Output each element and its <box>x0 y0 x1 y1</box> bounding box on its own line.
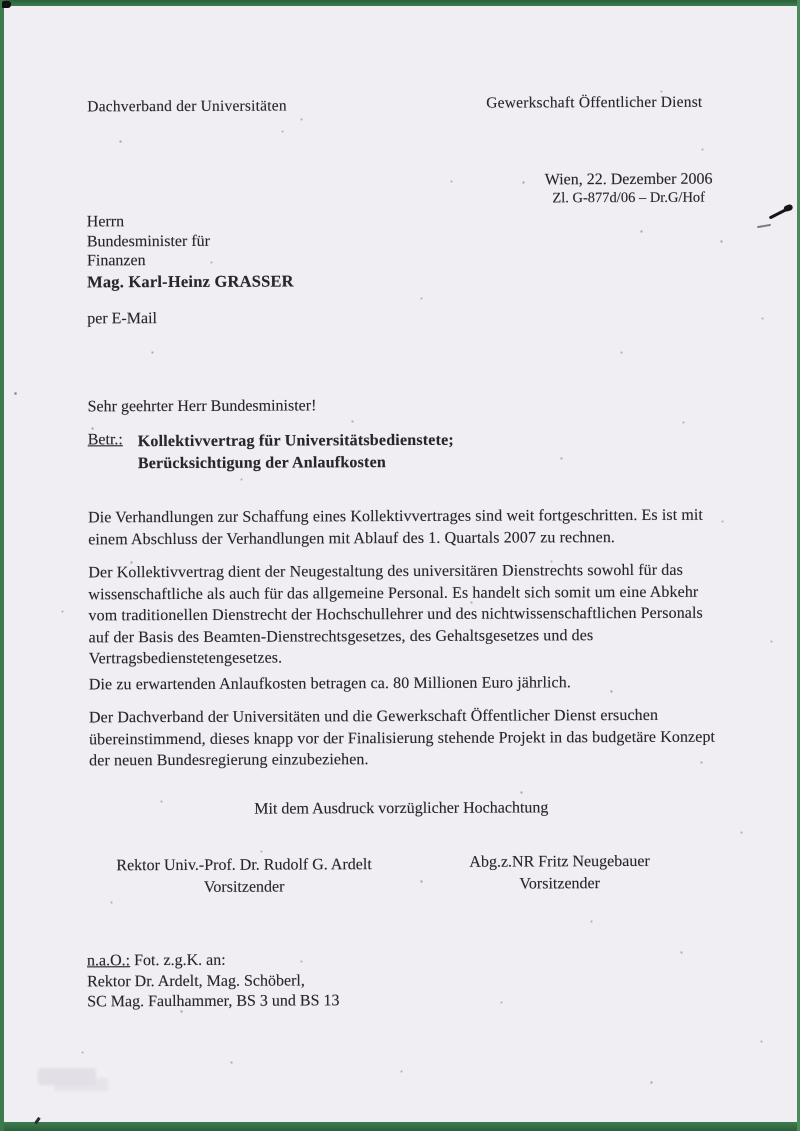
faded-stamp-mark <box>38 1068 96 1085</box>
signature-right-title: Vorsitzender <box>519 875 600 893</box>
distribution-label: n.a.O.: <box>86 952 131 970</box>
signature-left-title: Vorsitzender <box>203 878 285 896</box>
distribution-heading-line <box>87 950 339 972</box>
recipient-block <box>87 211 294 328</box>
subject-line2: Berücksichtigung der Anlaufkosten <box>137 454 386 473</box>
paragraph-4: Der Dachverband der Universitäten und die Gewerkschaft Öffentlicher Dienst ersuchen übereinstimmend, dieses knapp vor der Finalisierung stehende Projekt in das budgetäre Konzept der neuen Bundesregierung einzubeziehen. <box>88 706 716 770</box>
date-block <box>499 169 759 208</box>
subject-label: Betr.: <box>87 431 123 449</box>
scan-edge-left <box>0 0 4 1131</box>
distribution-line3: SC Mag. Faulhammer, BS 3 und BS 13 <box>87 992 340 1011</box>
paragraph-1: Die Verhandlungen zur Schaffung eines Kollektivvertrages sind weit fortgeschritten. Es ist mit einem Abschluss der Verhandlungen mit Ablauf des 1. Quartals 2007 zu rechnen. <box>88 506 703 548</box>
scan-edge-top <box>0 0 800 6</box>
letterhead-right: Gewerkschaft Öffentlicher Dienst <box>486 93 703 112</box>
distribution-line2: Rektor Dr. Ardelt, Mag. Schöberl, <box>87 971 305 990</box>
date-line: Wien, 22. Dezember 2006 <box>544 170 713 189</box>
paragraph-3: Die zu erwartenden Anlaufkosten betragen ca. 80 Millionen Euro jährlich. <box>88 674 571 694</box>
reference-line: Zl. G-877d/06 – Dr.G/Hof <box>552 189 706 207</box>
recipient-line1: Herrn <box>86 213 125 231</box>
scan-corner-blot <box>2 1 11 8</box>
signature-left-name: Rektor Univ.-Prof. Dr. Rudolf G. Ardelt <box>116 856 372 875</box>
subject-text <box>138 430 454 475</box>
signature-left <box>102 854 387 899</box>
subject-line1: Kollektivvertrag für Universitätsbedienstete; <box>137 431 454 451</box>
closing-formula: Mit dem Ausdruck vorzüglicher Hochachtung <box>254 799 549 818</box>
salutation: Sehr geehrter Herr Bundesminister! <box>87 397 317 416</box>
distribution-heading: Fot. z.g.K. an: <box>134 951 226 970</box>
delivery-method: per E-Mail <box>87 310 157 328</box>
distribution-block <box>87 950 340 1013</box>
recipient-line2: Bundesminister für <box>86 232 210 250</box>
recipient-name: Mag. Karl-Heinz GRASSER <box>87 270 294 291</box>
letterhead-left: Dachverband der Universitäten <box>87 97 287 116</box>
recipient-line3: Finanzen <box>86 252 146 270</box>
scan-edge-bottom <box>0 1122 800 1131</box>
signature-right <box>440 851 680 896</box>
subject-block <box>88 430 454 476</box>
paragraph-2: Der Kollektivvertrag dient der Neugestaltung des universitären Dienstrechts sowohl für das wissenschaftliche als auch für das allgemeine Personal. Es handelt sich somit um eine Abkehr vom traditionellen Dienstrecht der Hochschullehrer und des nichtwissenschaftlichen Personals auf der Basis des Beamten-Dienstrechtsgesetzes, des Gehaltsgesetzes und des Vertragsbedienstetengesetzes. <box>88 561 703 668</box>
signature-right-name: Abg.z.NR Fritz Neugebauer <box>469 852 650 871</box>
